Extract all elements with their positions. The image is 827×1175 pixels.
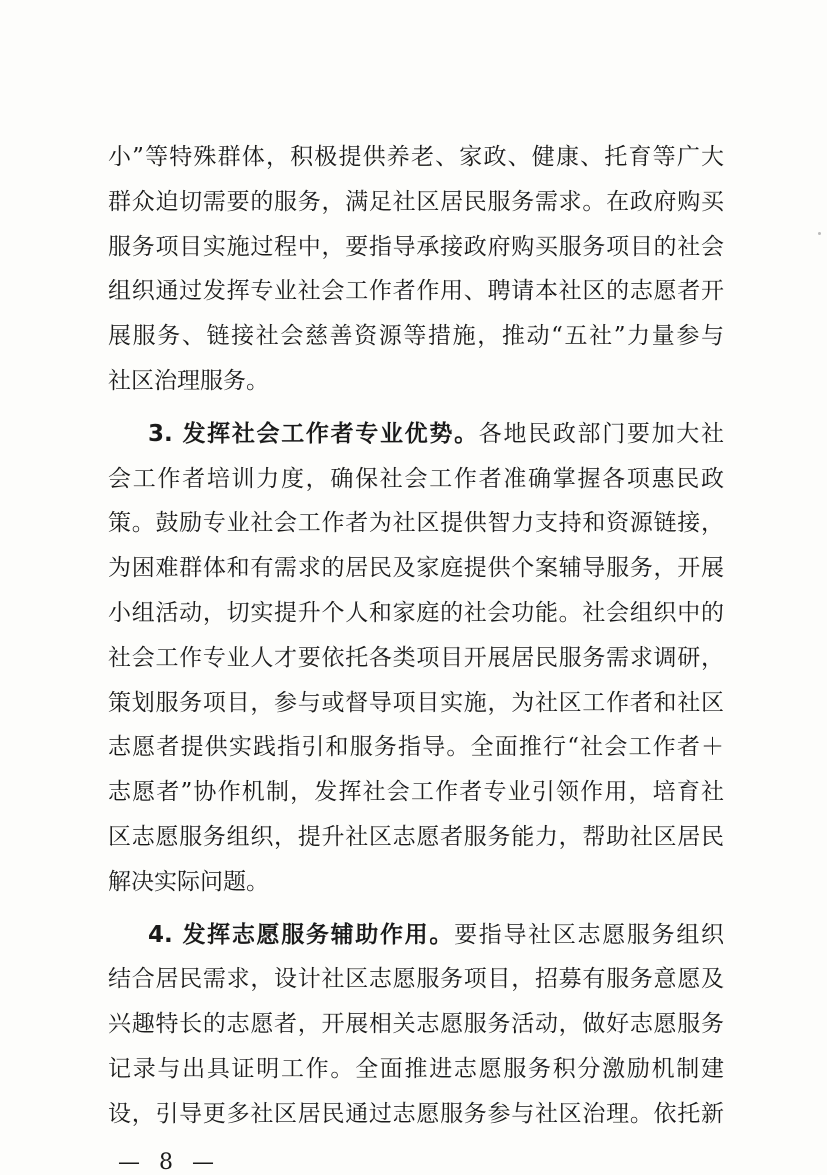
section-3-first-line: [148, 419, 724, 449]
body-line: 设，引导更多社区居民通过志愿服务参与社区治理。依托新: [108, 1101, 724, 1127]
body-line: 为困难群体和有需求的居民及家庭提供个案辅导服务，开展: [108, 555, 724, 581]
body-line: 展服务、链接社会慈善资源等措施，推动“五社”力量参与: [108, 323, 724, 349]
section-4-heading-tail: 要指导社区志愿服务组织: [454, 922, 725, 948]
body-line: 结合居民需求，设计社区志愿服务项目，招募有服务意愿及: [108, 966, 724, 992]
body-line: 策划服务项目，参与或督导项目实施，为社区工作者和社区: [108, 690, 724, 716]
page-number: — 8 —: [118, 1150, 220, 1175]
body-line: 服务项目实施过程中，要指导承接政府购买服务项目的社会: [108, 234, 724, 260]
body-line: 群众迫切需要的服务，满足社区居民服务需求。在政府购买: [108, 189, 724, 215]
body-line: 解决实际问题。: [108, 869, 269, 895]
body-line: 兴趣特长的志愿者，开展相关志愿服务活动，做好志愿服务: [108, 1011, 724, 1037]
body-line: 策。鼓励专业社会工作者为社区提供智力支持和资源链接，: [108, 510, 724, 536]
section-4-heading: 4. 发挥志愿服务辅助作用。: [148, 922, 455, 948]
body-line: 社区治理服务。: [108, 368, 269, 394]
body-line: 志愿者”协作机制，发挥社会工作者专业引领作用，培育社: [108, 779, 724, 805]
section-4-first-line: [148, 920, 724, 950]
body-line: 小组活动，切实提升个人和家庭的社会功能。社会组织中的: [108, 600, 724, 626]
body-line: 志愿者提供实践指引和服务指导。全面推行“社会工作者＋: [108, 734, 724, 760]
body-line: 社会工作专业人才要依托各类项目开展居民服务需求调研，: [108, 645, 724, 671]
body-line: 小”等特殊群体，积极提供养老、家政、健康、托育等广大: [108, 144, 724, 170]
body-line: 区志愿服务组织，提升社区志愿者服务能力，帮助社区居民: [108, 824, 724, 850]
body-line: 组织通过发挥专业社会工作者作用、聘请本社区的志愿者开: [108, 278, 724, 304]
body-line: 会工作者培训力度，确保社会工作者准确掌握各项惠民政: [108, 466, 724, 492]
section-3-heading: 3. 发挥社会工作者专业优势。: [148, 421, 479, 447]
scan-speck: [818, 232, 821, 235]
section-3-heading-tail: 各地民政部门要加大社: [478, 421, 725, 447]
body-line: 记录与出具证明工作。全面推进志愿服务积分激励机制建: [108, 1056, 724, 1082]
